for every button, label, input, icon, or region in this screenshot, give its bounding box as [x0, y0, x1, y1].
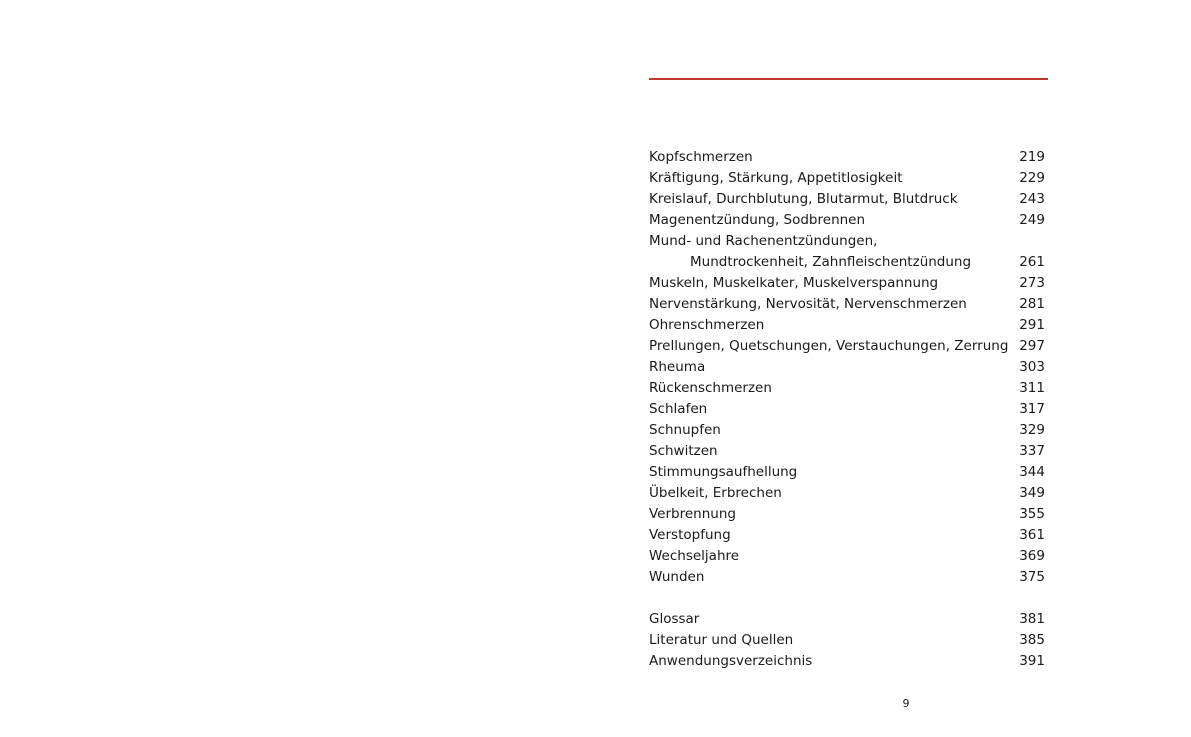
toc-entry[interactable] [649, 399, 1045, 420]
toc-entry[interactable] [649, 168, 1045, 189]
toc-entry-page: 311 [1019, 380, 1045, 396]
toc-entry-title: Schwitzen [649, 443, 718, 459]
toc-entry-page: 385 [1019, 632, 1045, 648]
toc-entry-title: Wunden [649, 569, 705, 585]
toc-entry[interactable] [649, 189, 1045, 210]
toc-entry-page: 273 [1019, 275, 1045, 291]
toc-entry-title: Kreislauf, Durchblutung, Blutarmut, Blutdruck [649, 191, 958, 207]
toc-entry-page: 361 [1019, 527, 1045, 543]
toc-entry-page: 329 [1019, 422, 1045, 438]
toc-entry-title: Mundtrockenheit, Zahnfleischentzündung [690, 254, 972, 270]
toc-entry[interactable] [649, 420, 1045, 441]
toc-entry-title: Stimmungsaufhellung [649, 464, 798, 480]
toc-entry[interactable] [649, 483, 1045, 504]
table-of-contents [649, 147, 1045, 672]
toc-entry[interactable] [649, 441, 1045, 462]
toc-entry-title: Verstopfung [649, 527, 731, 543]
toc-entry-page: 249 [1019, 212, 1045, 228]
toc-entry[interactable] [649, 525, 1045, 546]
toc-entry-title: Verbrennung [649, 506, 736, 522]
toc-entry-page: 375 [1019, 569, 1045, 585]
toc-appendix-entry[interactable] [649, 609, 1045, 630]
toc-entry[interactable] [649, 336, 1045, 357]
page-number: 9 [902, 697, 910, 710]
toc-entry-page: 229 [1019, 170, 1045, 186]
toc-entry[interactable] [649, 378, 1045, 399]
toc-entry-title: Übelkeit, Erbrechen [649, 485, 782, 501]
toc-entry-title: Magenentzündung, Sodbrennen [649, 212, 866, 228]
toc-entry[interactable] [649, 294, 1045, 315]
toc-entry-title: Nervenstärkung, Nervosität, Nervenschmerzen [649, 296, 967, 312]
toc-entry-title: Muskeln, Muskelkater, Muskelverspannung [649, 275, 939, 291]
toc-entry-title: Wechseljahre [649, 548, 740, 564]
toc-section-gap [649, 588, 1045, 609]
toc-entry-title: Schnupfen [649, 422, 721, 438]
toc-entry-page: 391 [1019, 653, 1045, 669]
toc-entry-page: 349 [1019, 485, 1045, 501]
toc-entry-page: 243 [1019, 191, 1045, 207]
toc-entry-page: 261 [1019, 254, 1045, 270]
toc-entry-page: 291 [1019, 317, 1045, 333]
toc-entry-title: Rheuma [649, 359, 706, 375]
toc-entry-page: 337 [1019, 443, 1045, 459]
toc-entry[interactable] [649, 273, 1045, 294]
toc-entry[interactable] [649, 315, 1045, 336]
toc-entry-title: Kopfschmerzen [649, 149, 753, 165]
toc-entry-page: 381 [1019, 611, 1045, 627]
toc-entry-title: Ohrenschmerzen [649, 317, 765, 333]
header-rule [649, 78, 1048, 80]
toc-appendix-entry[interactable] [649, 651, 1045, 672]
toc-entry-title: Mund- und Rachenentzündungen, [649, 233, 878, 249]
toc-entry-title: Anwendungsverzeichnis [649, 653, 813, 669]
toc-entry-title: Kräftigung, Stärkung, Appetitlosigkeit [649, 170, 903, 186]
toc-entry-page: 369 [1019, 548, 1045, 564]
toc-entry[interactable] [649, 210, 1045, 231]
toc-entry-page: 317 [1019, 401, 1045, 417]
toc-entry-title: Literatur und Quellen [649, 632, 794, 648]
toc-entry-title: Rückenschmerzen [649, 380, 772, 396]
toc-entry-page: 344 [1019, 464, 1045, 480]
toc-entry[interactable] [649, 462, 1045, 483]
toc-entry-title: Glossar [649, 611, 700, 627]
toc-entry-page: 355 [1019, 506, 1045, 522]
toc-entry-title: Prellungen, Quetschungen, Verstauchungen, Zerrung [649, 338, 1009, 354]
toc-entry-page: 303 [1019, 359, 1045, 375]
toc-entry-title: Schlafen [649, 401, 708, 417]
toc-entry[interactable] [649, 147, 1045, 168]
toc-appendix-entry[interactable] [649, 630, 1045, 651]
toc-entry-page: 297 [1019, 338, 1045, 354]
toc-entry-page: 281 [1019, 296, 1045, 312]
toc-entry[interactable] [649, 546, 1045, 567]
toc-entry[interactable] [649, 567, 1045, 588]
toc-entry[interactable] [649, 357, 1045, 378]
toc-entry-continuation[interactable] [649, 252, 1045, 273]
toc-entry-page: 219 [1019, 149, 1045, 165]
toc-entry[interactable] [649, 504, 1045, 525]
toc-entry[interactable] [649, 231, 1045, 252]
